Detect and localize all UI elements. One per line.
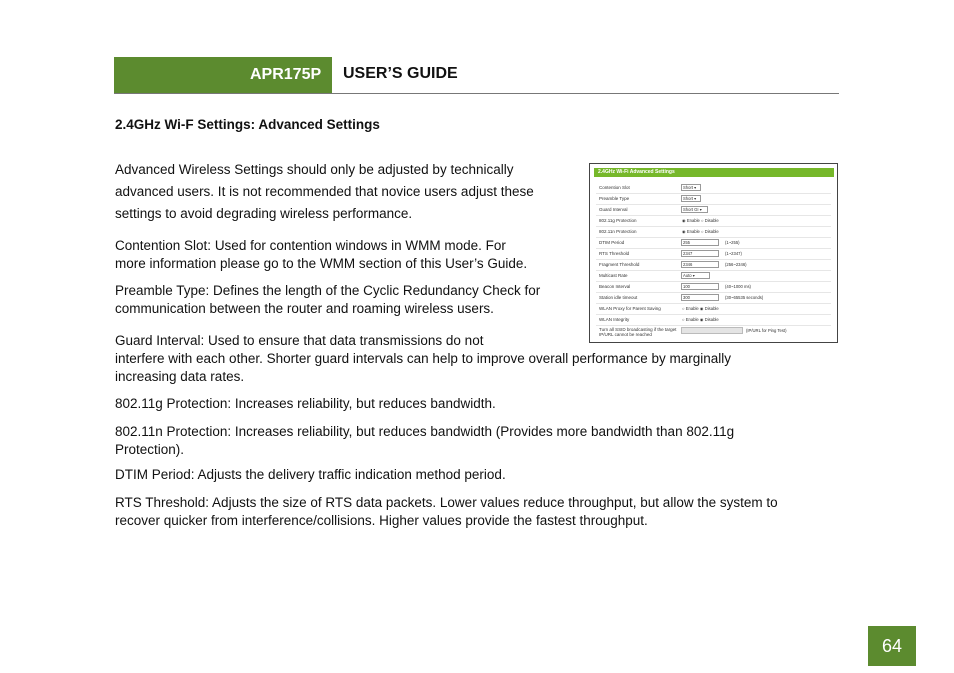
ss-input: 255 [681, 239, 719, 246]
preamble-line-2: communication between the router and roaming wireless users. [115, 301, 494, 316]
contention-line-1: Contention Slot: Used for contention windows in WMM mode. For [115, 238, 506, 253]
ss-hint: (256~2346) [725, 262, 747, 267]
guard-line-3: increasing data rates. [115, 369, 245, 384]
ss-radio-group: ◉ Enable ○ Disable [682, 229, 719, 234]
ss-label: Beacon Interval [599, 284, 631, 289]
rts-line-1: RTS Threshold: Adjusts the size of RTS data packets. Lower values reduce throughput, but allow the system to [115, 495, 778, 510]
rts-line-2: recover quicker from interference/collisions. Higher values provide the fastest throughput. [115, 513, 648, 528]
preamble-paragraph [115, 282, 540, 318]
dtim-paragraph: DTIM Period: Adjusts the delivery traffic indication method period. [115, 467, 506, 482]
ss-label: Multicast Rate [599, 273, 628, 278]
contention-paragraph [115, 237, 527, 273]
page-number: 64 [868, 626, 916, 666]
ss-input: 2347 [681, 250, 719, 257]
ss-row-rts [596, 249, 831, 260]
header-rule [114, 93, 839, 94]
ss-row-fragment [596, 260, 831, 271]
n-protection-line-2: Protection). [115, 442, 185, 457]
ss-row-g-protection [596, 216, 831, 227]
ss-hint: (40~1000 ms) [725, 284, 751, 289]
ss-row-preamble-type [596, 194, 831, 205]
ss-select: Auto ▾ [681, 272, 710, 279]
ss-radio-group: ◉ Enable ○ Disable [682, 218, 719, 223]
intro-paragraph [115, 159, 534, 225]
ss-label: Fragment Threshold [599, 262, 640, 267]
ss-label: 802.11n Protection [599, 229, 637, 234]
intro-line-1: Advanced Wireless Settings should only be adjusted by technically [115, 162, 514, 177]
guard-line-1: Guard Interval: Used to ensure that data transmissions do not [115, 333, 484, 348]
header-product-badge [114, 57, 332, 93]
preamble-line-1: Preamble Type: Defines the length of the Cyclic Redundancy Check for [115, 283, 541, 298]
ss-row-ssid-broadcast [596, 326, 831, 338]
ss-select: Short ▾ [681, 184, 701, 191]
ss-row-proxy [596, 304, 831, 315]
advanced-settings-screenshot [589, 163, 838, 343]
header-guide-title: USER’S GUIDE [343, 65, 458, 82]
ss-hint: (1~2347) [725, 251, 742, 256]
ss-row-dtim [596, 238, 831, 249]
intro-line-3: settings to avoid degrading wireless performance. [115, 206, 413, 221]
ss-select: Short GI ▾ [681, 206, 708, 213]
ss-radio-group: ○ Enable ◉ Disable [682, 317, 719, 322]
ss-url-input [681, 327, 743, 334]
ss-label: Contention Slot [599, 185, 630, 190]
ss-select: Short ▾ [681, 195, 701, 202]
ss-label: Preamble Type [599, 196, 630, 201]
ss-row-idle-timeout [596, 293, 831, 304]
ss-label: RTS Threshold [599, 251, 630, 256]
ss-radio-group: ○ Enable ◉ Disable [682, 306, 719, 311]
ss-input: 2346 [681, 261, 719, 268]
n-protection-paragraph [115, 423, 734, 459]
ss-hint: (IP/URL for Ping Test) [746, 328, 787, 333]
ss-row-contention-slot [596, 183, 831, 194]
ss-input: 100 [681, 283, 719, 290]
ss-label: 802.11g Protection [599, 218, 637, 223]
ss-label: Guard Interval [599, 207, 628, 212]
ss-row-n-protection [596, 227, 831, 238]
ss-row-guard-interval [596, 205, 831, 216]
ss-label: DTIM Period [599, 240, 625, 245]
section-title: 2.4GHz Wi-F Settings: Advanced Settings [115, 117, 380, 132]
ss-row-multicast [596, 271, 831, 282]
ss-row-integrity [596, 315, 831, 326]
ss-input: 300 [681, 294, 719, 301]
ss-label: WLAN Proxy for Parent Saving [599, 306, 661, 311]
ss-row-beacon [596, 282, 831, 293]
header-product: APR175P [250, 66, 322, 83]
ss-label: Turn all SSID broadcasting if the target IP/URL cannot be reached [599, 327, 677, 337]
guard-line-2: interfere with each other. Shorter guard intervals can help to improve overall performance by marginally [115, 351, 732, 366]
ss-hint: (30~65535 seconds) [725, 295, 764, 300]
ss-hint: (1~255) [725, 240, 740, 245]
n-protection-line-1: 802.11n Protection: Increases reliability, but reduces bandwidth (Provides more bandwidth than 802.11g [115, 424, 735, 439]
contention-line-2: more information please go to the WMM section of this User’s Guide. [115, 256, 528, 271]
rts-paragraph [115, 494, 778, 530]
g-protection-paragraph: 802.11g Protection: Increases reliability, but reduces bandwidth. [115, 396, 496, 411]
ss-label: Station idle timeout [599, 295, 638, 300]
screenshot-title: 2.4GHz Wi-Fi Advanced Settings [594, 168, 834, 177]
ss-label: WLAN Integrity [599, 317, 630, 322]
intro-line-2: advanced users. It is not recommended that novice users adjust these [115, 184, 534, 199]
